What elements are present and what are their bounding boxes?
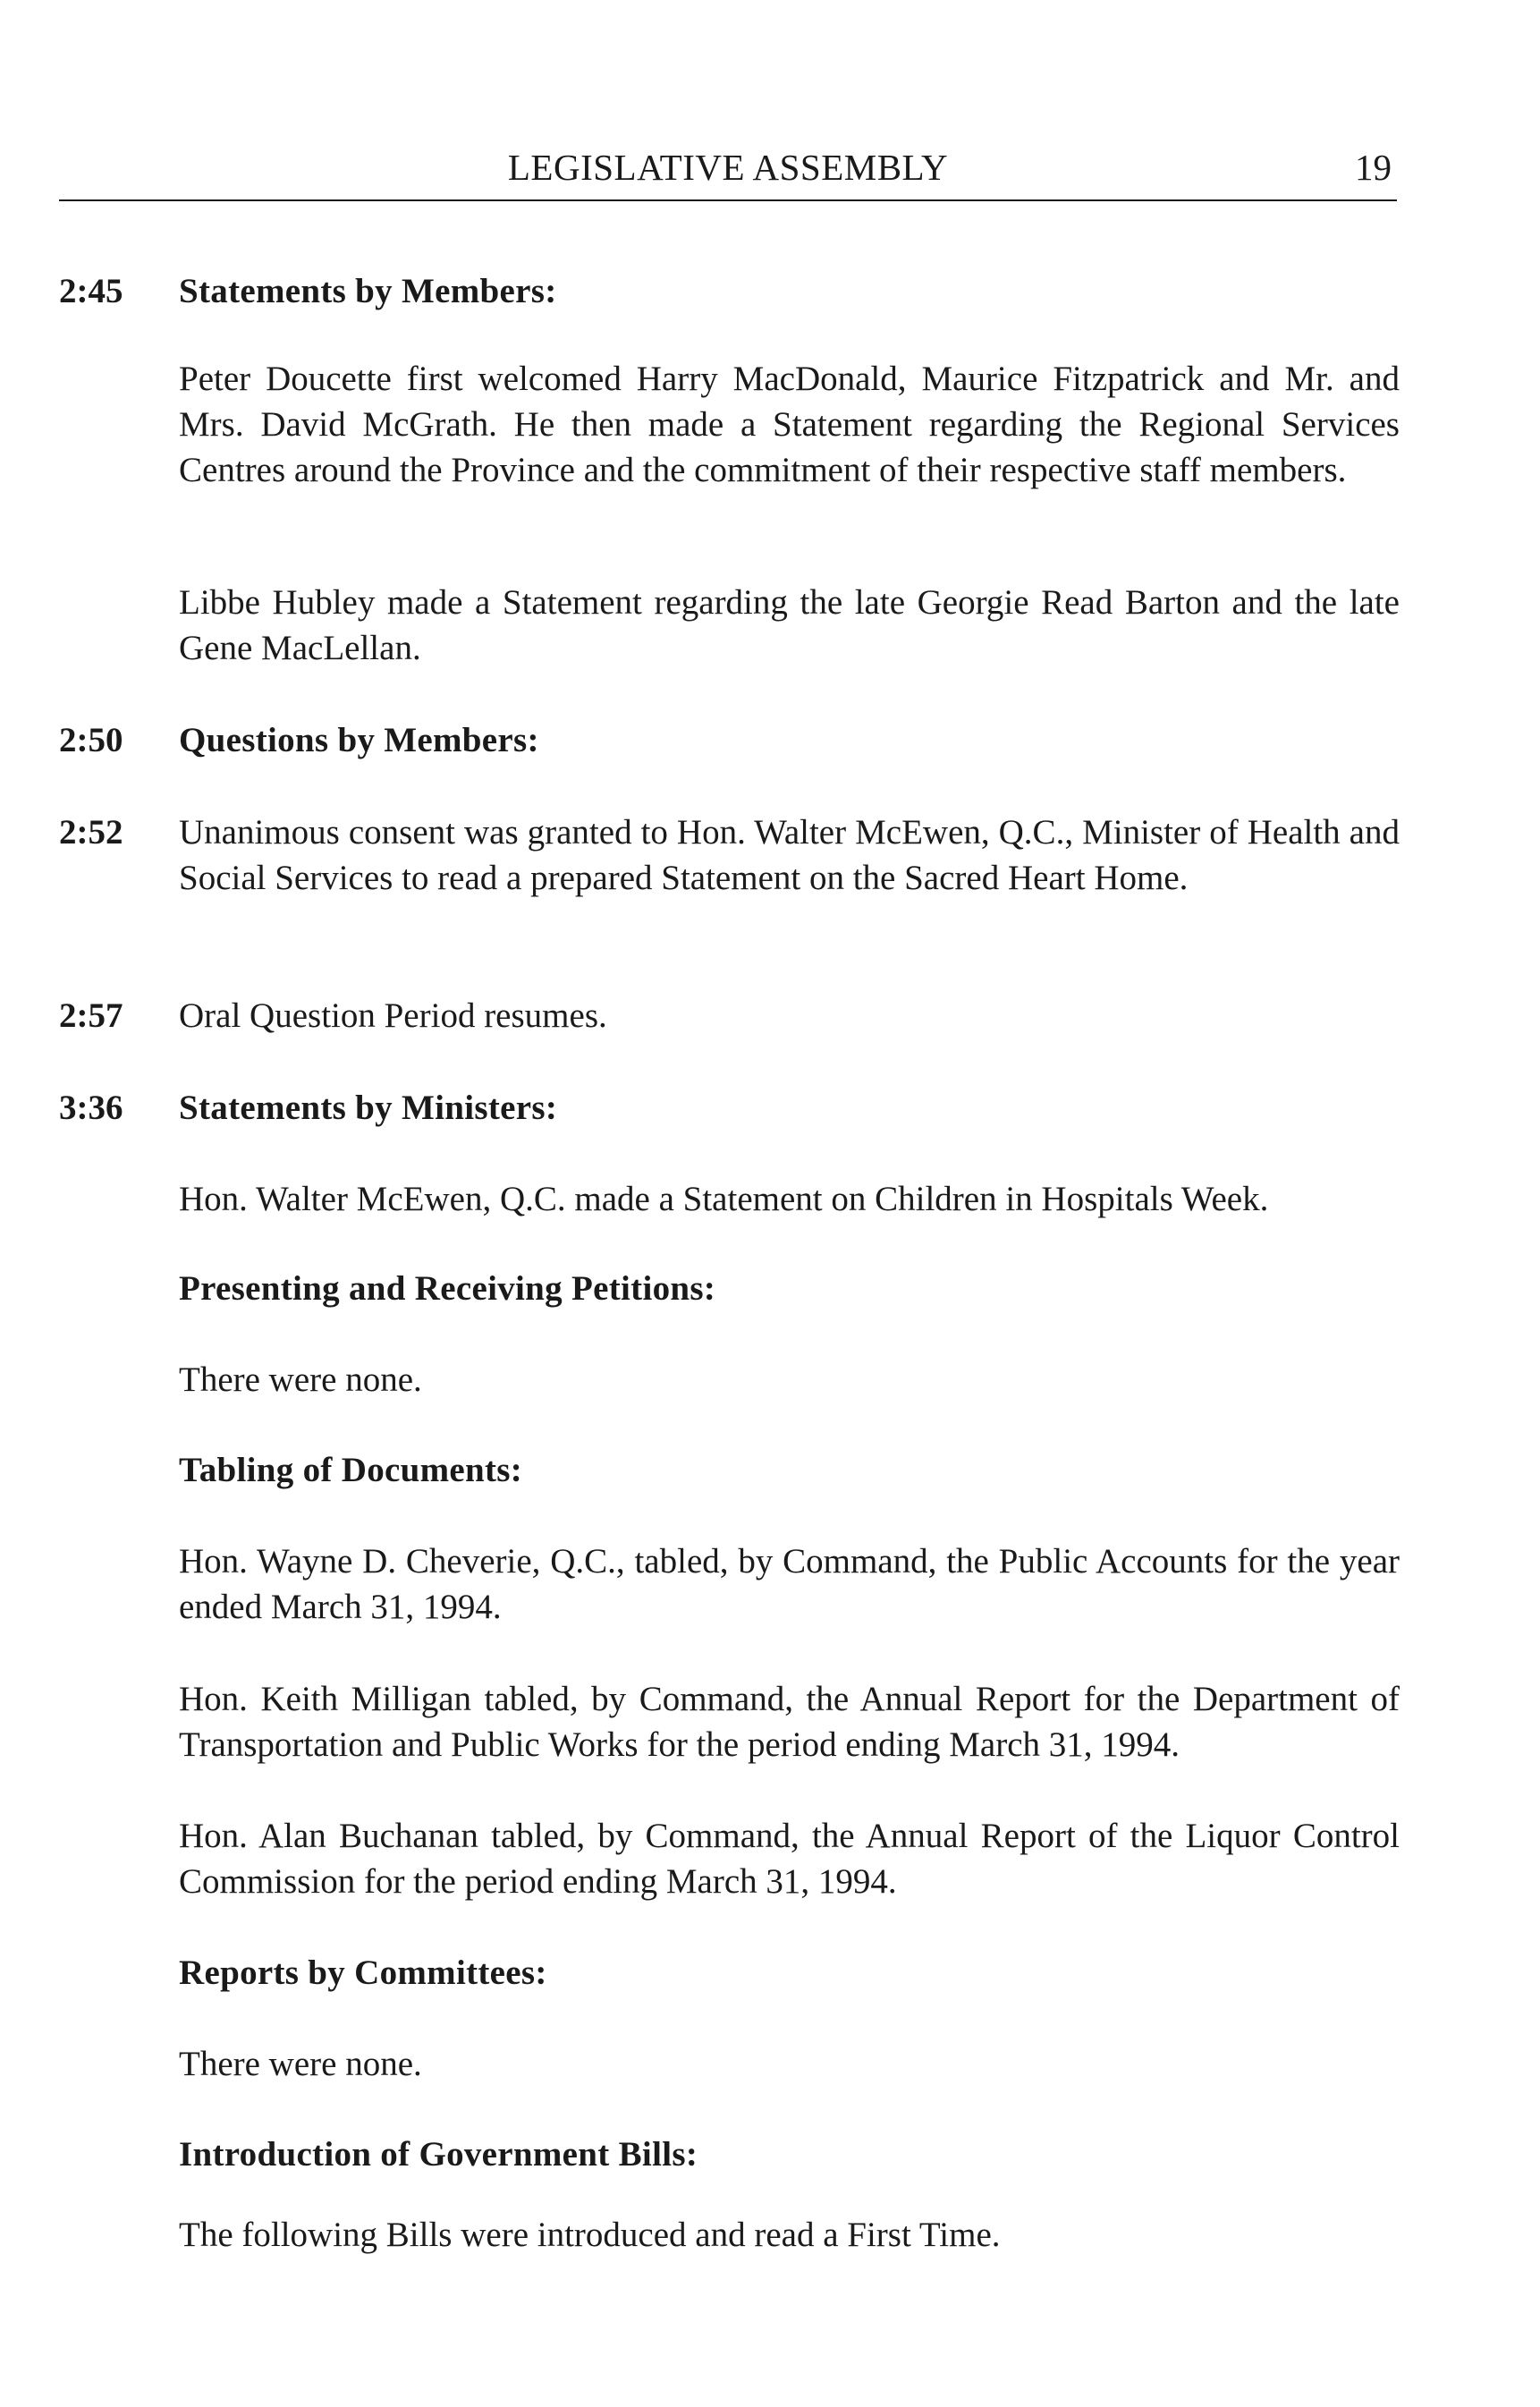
paragraph: There were none. [179, 1360, 422, 1399]
paragraph: Hon. Keith Milligan tabled, by Command, the Annual Report for the Department of Transportation and Public Works for the period ending March 31, 1994. [179, 1680, 1400, 1764]
section-heading: Reports by Committees: [179, 1954, 547, 1992]
time-stamp: 2:52 [59, 813, 123, 852]
paragraph: Hon. Alan Buchanan tabled, by Command, the Annual Report of the Liquor Control Commission for the period ending March 31, 1994. [179, 1817, 1400, 1901]
page-number: 19 [1355, 147, 1392, 188]
paragraph: Unanimous consent was granted to Hon. Walter McEwen, Q.C., Minister of Health and Social Services to read a prepared Statement on the Sacred Heart Home. [179, 813, 1400, 897]
paragraph: Peter Doucette first welcomed Harry MacDonald, Maurice Fitzpatrick and Mr. and Mrs. David McGrath. He then made a Statement regarding the Regional Services Centres around the Province and the commitment of their respective staff members. [179, 360, 1400, 489]
section-heading: Statements by Ministers: [179, 1089, 558, 1127]
section-heading: Introduction of Government Bills: [179, 2135, 698, 2174]
paragraph: The following Bills were introduced and read a First Time. [179, 2216, 1001, 2254]
time-stamp: 2:45 [59, 272, 123, 310]
section-heading: Presenting and Receiving Petitions: [179, 1269, 716, 1308]
paragraph: Oral Question Period resumes. [179, 996, 607, 1035]
section-heading: Statements by Members: [179, 272, 557, 310]
section-heading: Questions by Members: [179, 721, 539, 759]
time-stamp: 3:36 [59, 1089, 123, 1127]
time-stamp: 2:57 [59, 996, 123, 1035]
running-title: LEGISLATIVE ASSEMBLY [507, 147, 949, 188]
page-header [59, 146, 1397, 201]
section-heading: Tabling of Documents: [179, 1451, 523, 1489]
paragraph: Hon. Walter McEwen, Q.C. made a Statement on Children in Hospitals Week. [179, 1180, 1269, 1218]
paragraph: There were none. [179, 2045, 422, 2083]
paragraph: Hon. Wayne D. Cheverie, Q.C., tabled, by Command, the Public Accounts for the year ended March 31, 1994. [179, 1542, 1400, 1626]
paragraph: Libbe Hubley made a Statement regarding the late Georgie Read Barton and the late Gene MacLellan. [179, 583, 1400, 667]
time-stamp: 2:50 [59, 721, 123, 759]
